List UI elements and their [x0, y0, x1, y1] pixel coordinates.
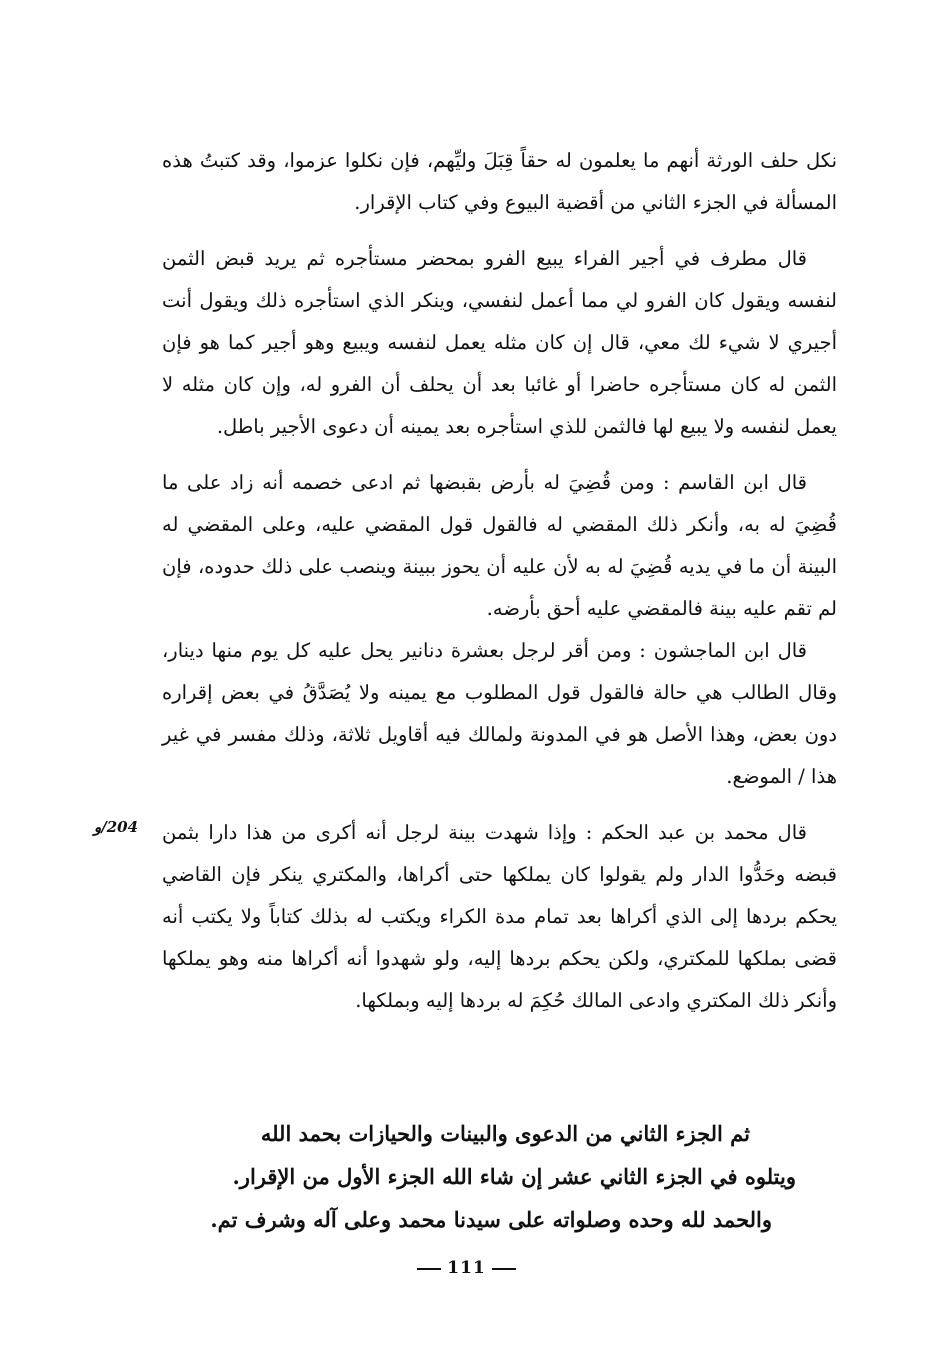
colophon-line: ويتلوه في الجزء الثاني عشر إن شاء الله الجزء الأول من الإقرار.	[232, 1164, 796, 1189]
dash-right	[492, 1268, 516, 1270]
colophon	[180, 1112, 800, 1241]
paragraph-ibn-al-qasim: قال ابن القاسم : ومن قُضِيَ له بأرض بقبضها ثم ادعى خصمه أنه زاد على ما قُضِيَ له به، وأنكر ذلك المقضي له فالقول قول المقضي عليه، وعلى المقضي له البينة أن ما في يديه قُضِيَ له به لأن عليه أن يحوز ببينة وينصب على ذلك حدوده، فإن لم تقم عليه بينة فالمقضي عليه أحق بأرضه.	[162, 471, 837, 620]
paragraph-continuation: نكل حلف الورثة أنهم ما يعلمون له حقاً قِبَلَ وليِّهم، فإن نكلوا عزموا، وقد كتبتُ هذه المسألة في الجزء الثاني من أقضية البيوع وفي كتاب الإقرار.	[162, 149, 837, 214]
dash-left	[417, 1268, 441, 1270]
paragraph-mutarrif: قال مطرف في أجير الفراء يبيع الفرو بمحضر مستأجره ثم يريد قبض الثمن لنفسه ويقول كان الفرو لي مما أعمل لنفسي، وينكر الذي استأجره ذلك ويقول أنت أجيري لا شيء لك معي، قال إن كان مثله يعمل لنفسه ويبيع وهو أجير كما هو فإن الثمن له كان مستأجره حاضرا أو غائبا بعد أن يحلف أن الفرو له، وإن كان مثله لا يعمل لنفسه ولا يبيع لها فالثمن للذي استأجره بعد يمينه أن دعوى الأجير باطل.	[162, 247, 837, 438]
colophon-line: والحمد لله وحده وصلواته على سيدنا محمد وعلى آله وشرف تم.	[210, 1207, 772, 1232]
page-number	[0, 1258, 933, 1278]
folio-marginal-note: 204/و	[94, 818, 139, 836]
colophon-line: ثم الجزء الثاني من الدعوى والبينات والحيازات بحمد الله	[260, 1121, 750, 1146]
body-text	[162, 140, 837, 1036]
page-number-value: 111	[447, 1258, 486, 1278]
paragraph-ibn-abd-al-hakam: قال محمد بن عبد الحكم : وإذا شهدت بينة لرجل أنه أكرى من هذا دارا بثمن قبضه وحَدُّوا الدار ولم يقولوا كان يملكها حتى أكراها، والمكتري ينكر فإن القاضي يحكم بردها إلى الذي أكراها بعد تمام مدة الكراء ويكتب له بذلك كتاباً ولا يكتب أنه قضى بملكها للمكتري، ولكن يحكم بردها إليه، ولو شهدوا أنه أكراها منه وهو يملكها وأنكر ذلك المكتري وادعى المالك حُكِمَ له بردها إليه وبملكها.	[162, 821, 837, 1012]
paragraph-ibn-al-majishun: قال ابن الماجشون : ومن أقر لرجل بعشرة دنانير يحل عليه كل يوم منها دينار، وقال الطالب هي حالة فالقول قول المطلوب مع يمينه ولا يُصَدَّقُ في بعض إقراره دون بعض، وهذا الأصل هو في المدونة ولمالك فيه أقاويل ثلاثة، وذلك مفسر في غير هذا / الموضع.	[162, 639, 837, 788]
